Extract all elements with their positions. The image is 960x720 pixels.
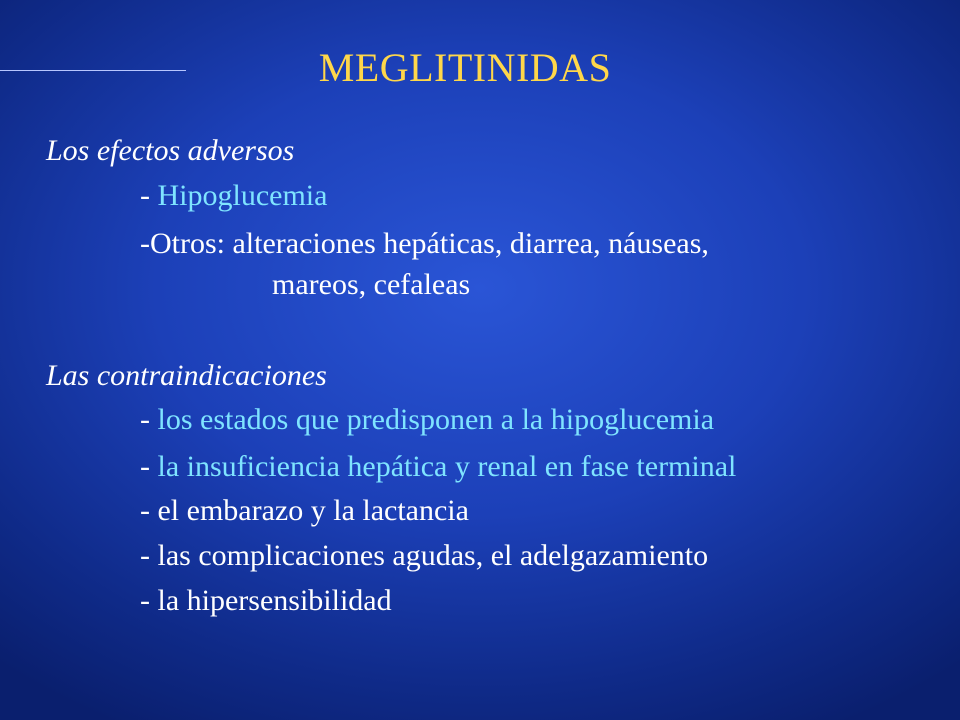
bullet-dash: - [140,179,158,212]
list-item-text: los estados que predisponen a la hipoglucemia [157,403,715,436]
bullet-dash: - [140,450,158,483]
list-item-pregnancy: - el embarazo y la lactancia [140,494,469,527]
list-item-other-effects-continued: mareos, cefaleas [272,268,471,301]
list-item-hypersensitivity: - la hipersensibilidad [140,584,392,617]
list-item-text: Hipoglucemia [157,179,328,212]
list-item-hepatic-renal-insufficiency [140,449,736,485]
bullet-dash: - [140,403,158,436]
list-item-acute-complications: - las complicaciones agudas, el adelgazamiento [140,539,709,572]
section-heading-contraindications: Las contraindicaciones [46,359,327,392]
list-item-hypoglycemia [140,178,327,214]
section-heading-adverse-effects: Los efectos adversos [46,134,295,167]
slide-title: MEGLITINIDAS [318,45,612,90]
list-item-text: la insuficiencia hepática y renal en fase terminal [157,450,737,483]
list-item-predisposing-states [140,402,714,438]
list-item-other-effects: -Otros: alteraciones hepáticas, diarrea, náuseas, [140,227,709,260]
